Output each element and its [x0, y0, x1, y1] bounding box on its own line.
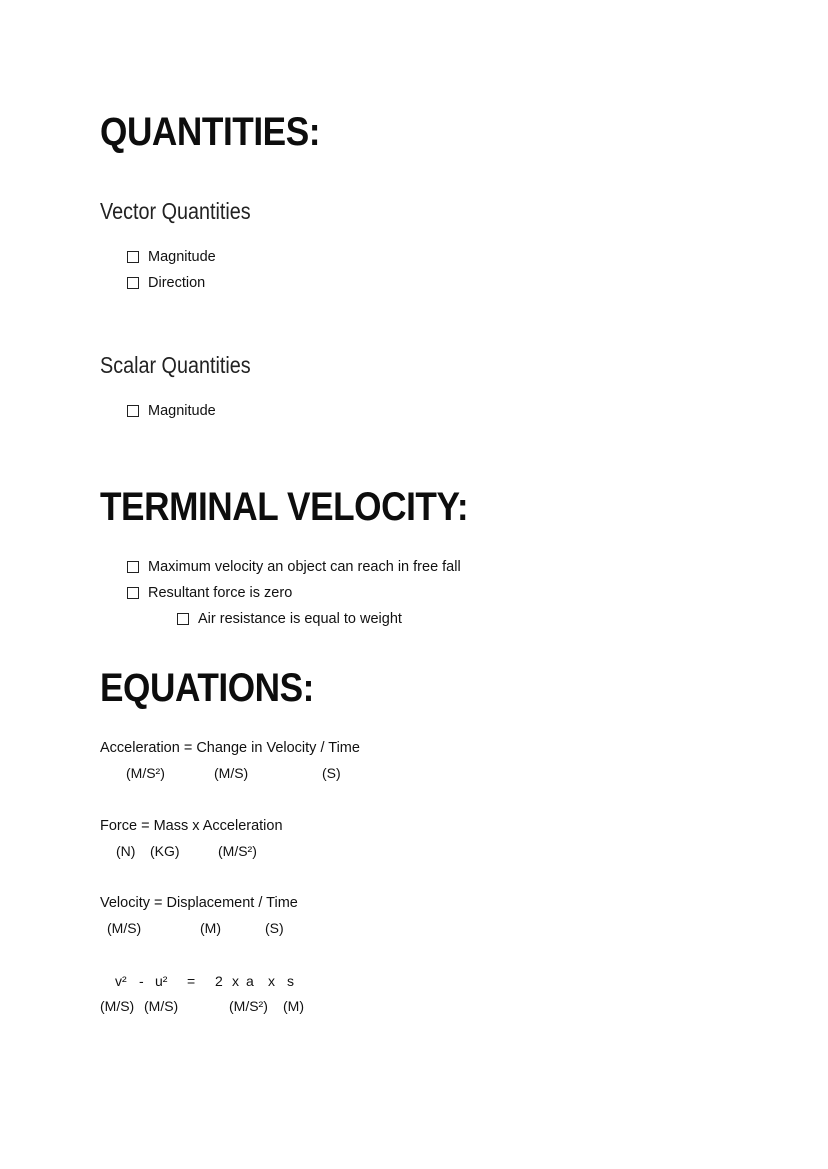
checklist-item[interactable] [127, 404, 216, 419]
checkbox[interactable] [127, 277, 139, 289]
checkbox[interactable] [127, 405, 139, 417]
equation-term: u² [155, 973, 168, 989]
unit-label: (M) [200, 920, 221, 936]
unit-label: (S) [322, 765, 341, 781]
checklist-item-label: Resultant force is zero [148, 585, 293, 601]
checklist-item[interactable] [127, 276, 205, 291]
checkbox[interactable] [127, 587, 139, 599]
checklist-item[interactable] [127, 586, 292, 601]
checklist-item[interactable] [127, 250, 216, 265]
checklist-item[interactable] [127, 560, 461, 575]
equation-term: a [246, 973, 254, 989]
unit-label: (N) [116, 843, 136, 859]
checkbox[interactable] [127, 251, 139, 263]
equation-term: 2 [215, 973, 223, 989]
unit-label: (S) [265, 920, 284, 936]
unit-label: (M/S) [100, 998, 135, 1014]
equation-term: s [287, 973, 294, 989]
equation-term: - [139, 973, 144, 989]
checklist-item-label: Magnitude [148, 403, 216, 419]
equation-term: x [232, 973, 239, 989]
checklist-item-label: Magnitude [148, 249, 216, 265]
unit-label: (KG) [150, 843, 180, 859]
checklist-item-label: Maximum velocity an object can reach in free fall [148, 559, 461, 575]
equation-force: Force = Mass x Acceleration [100, 818, 283, 834]
heading-terminal-velocity: TERMINAL VELOCITY: [100, 485, 469, 529]
heading-vector-quantities: Vector Quantities [100, 198, 251, 224]
equation-acceleration: Acceleration = Change in Velocity / Time [100, 740, 360, 756]
unit-label: (M/S) [144, 998, 179, 1014]
unit-label: (M/S) [107, 920, 142, 936]
heading-equations: EQUATIONS: [100, 666, 314, 710]
checklist-item-label: Direction [148, 275, 206, 291]
checklist-item-label: Air resistance is equal to weight [198, 611, 402, 627]
equation-term: x [268, 973, 275, 989]
unit-label: (M/S) [214, 765, 249, 781]
unit-label: (M/S²) [218, 843, 257, 859]
equation-term: = [187, 973, 196, 989]
checkbox[interactable] [177, 613, 189, 625]
unit-label: (M/S²) [229, 998, 268, 1014]
heading-quantities: QUANTITIES: [100, 110, 321, 154]
unit-label: (M/S²) [126, 765, 165, 781]
unit-label: (M) [283, 998, 304, 1014]
checklist-subitem[interactable] [177, 612, 402, 627]
equation-velocity: Velocity = Displacement / Time [100, 895, 298, 911]
checkbox[interactable] [127, 561, 139, 573]
equation-term: v² [115, 973, 127, 989]
heading-scalar-quantities: Scalar Quantities [100, 352, 251, 378]
